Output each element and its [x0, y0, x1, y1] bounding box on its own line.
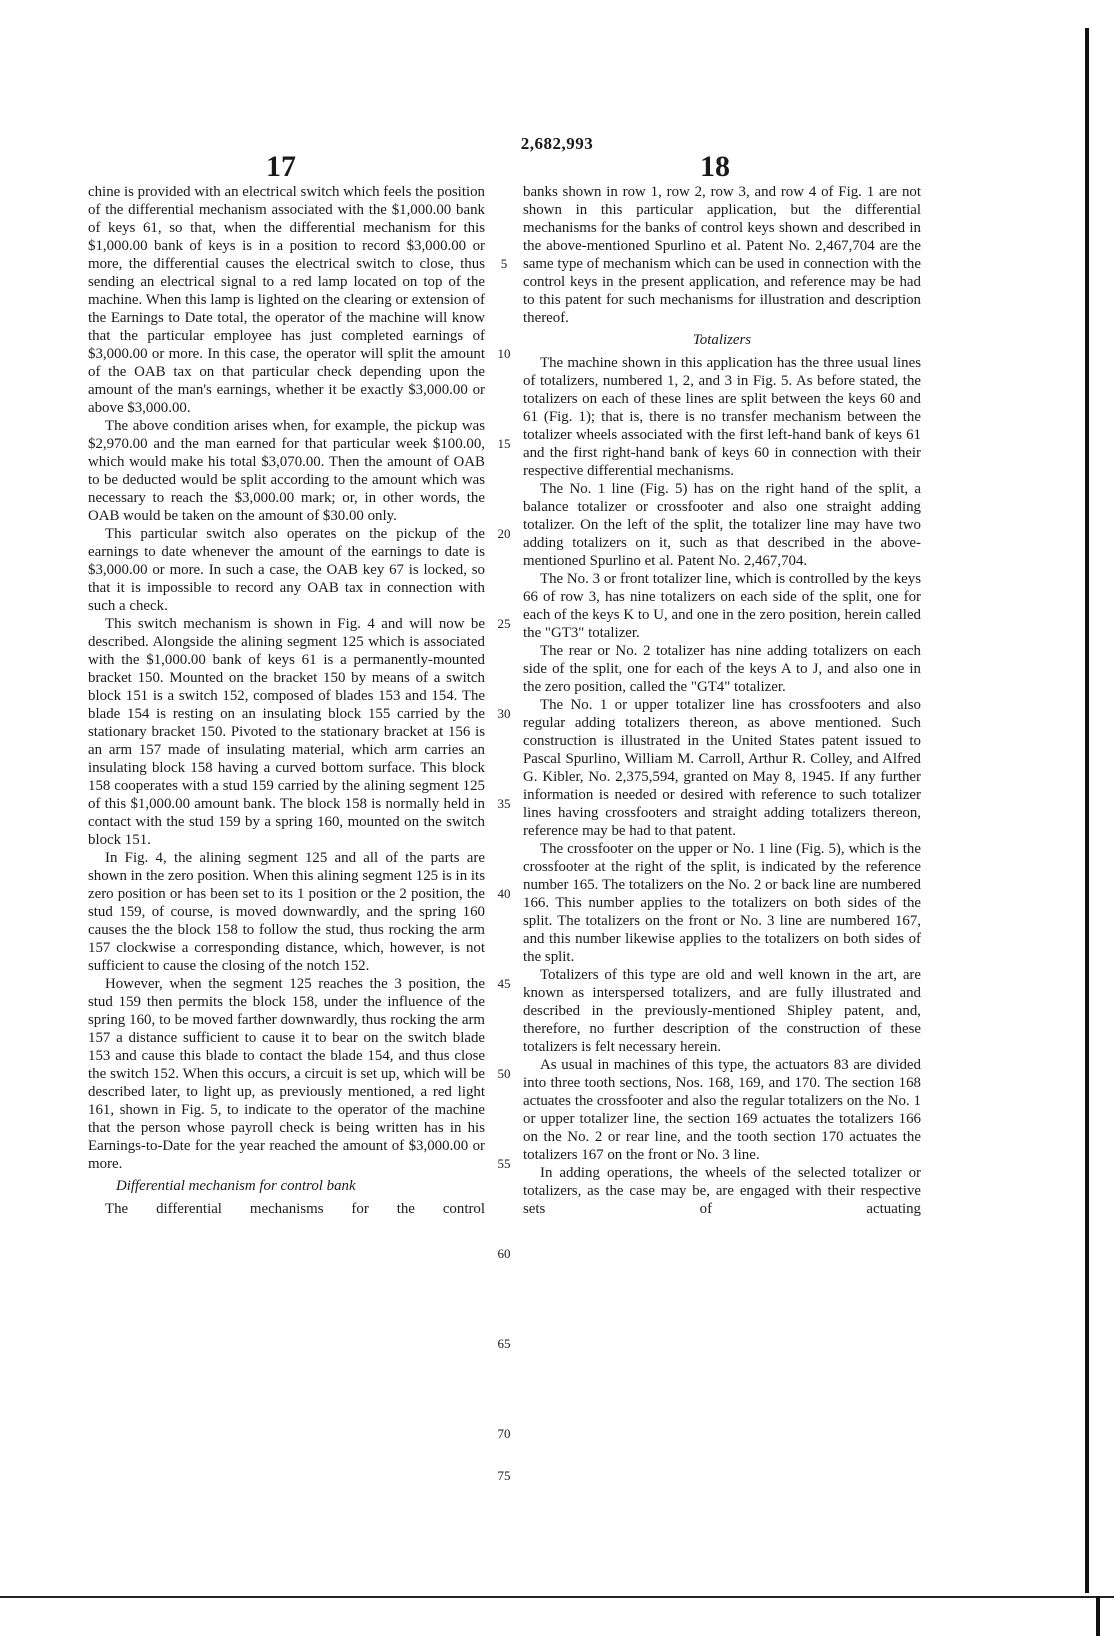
paragraph: However, when the segment 125 reaches the 3 position, the stud 159 then permits the block 158, under the influence of the spring 160, to be moved farther downwardly, thus rocking the arm 157 a distance sufficient to cause it to bear on the switch blade 153 and cause this blade to contact the blade 154, and thus close the switch 152. When this occurs, a circuit is set up, which will be described later, to light up, as previously mentioned, a red light 161, shown in Fig. 5, to indicate to the operator of the machine that the person whose payroll check is being written has in his Earnings-to-Date for the year reached the amount of $3,000.00 or more.	[88, 976, 485, 1172]
line-number: 20	[497, 526, 511, 541]
right-column-number: 18	[700, 150, 730, 183]
right-text-column	[523, 183, 921, 1218]
line-number: 65	[497, 1336, 511, 1351]
paragraph: The above condition arises when, for example, the pickup was $2,970.00 and the man earned for that particular week $100.00, which would make his total $3,070.00. Then the amount of OAB to be deducted would be split according to the amount which was necessary to reach the $3,000.00 mark; or, in other words, the OAB would be taken on the amount of $30.00 only.	[88, 418, 485, 524]
line-number: 55	[497, 1156, 511, 1171]
line-number: 25	[497, 616, 511, 631]
line-number: 70	[497, 1426, 511, 1441]
paragraph: banks shown in row 1, row 2, row 3, and row 4 of Fig. 1 are not shown in this particular application, but the differential mechanisms for the banks of control keys shown and described in the above-mentioned Spurlino et al. Patent No. 2,467,704 are the same type of mechanism which can be used in connection with the control keys in the present application, and reference may be had to this patent for such mechanisms for illustration and description thereof.	[523, 184, 921, 326]
paragraph: The differential mechanisms for the control	[105, 1201, 485, 1217]
paragraph: The No. 1 or upper totalizer line has crossfooters and also regular adding totalizers thereon, as above mentioned. Such construction is illustrated in the United States patent issued to Pascal Spurlino, William M. Carroll, Arthur R. Colley, and Alfred G. Kibler, No. 2,375,594, granted on May 8, 1945. If any further information is needed or desired with reference to such totalizer lines having crossfooters and straight adding totalizers thereon, reference may be had to that patent.	[523, 697, 921, 839]
line-number: 35	[497, 796, 511, 811]
left-column-number: 17	[266, 150, 296, 183]
paragraph: In Fig. 4, the alining segment 125 and all of the parts are shown in the zero position. When this alining segment 125 is in its zero position or has been set to its 1 position or the 2 position, the stud 159, of course, is moved downwardly, and the spring 160 causes the the block 158 to follow the stud, thus rocking the arm 157 clockwise a corresponding distance, which, however, is not sufficient to cause the closing of the notch 152.	[88, 850, 485, 974]
line-number: 50	[497, 1066, 511, 1081]
page-bottom-rule	[0, 1596, 1114, 1598]
paragraph: The No. 3 or front totalizer line, which is controlled by the keys 66 of row 3, has nine totalizers on each side of the split, one for each of the keys K to U, and one in the zero position, herein called the "GT3" totalizer.	[523, 571, 921, 641]
section-heading: Differential mechanism for control bank	[116, 1178, 356, 1194]
line-number: 5	[500, 256, 508, 271]
page-edge-rule	[1085, 28, 1089, 1593]
line-number: 75	[497, 1468, 511, 1483]
paragraph: As usual in machines of this type, the actuators 83 are divided into three tooth sections, Nos. 168, 169, and 170. The section 168 actuates the crossfooter and also the regular totalizers on the No. 1 or upper totalizer line, the section 169 actuates the totalizers 166 on the No. 2 or rear line, and the tooth section 170 actuates the totalizers 167 on the front or No. 3 line.	[523, 1057, 921, 1163]
line-number: 30	[497, 706, 511, 721]
line-number: 60	[497, 1246, 511, 1261]
paragraph: chine is provided with an electrical switch which feels the position of the differential mechanism associated with the $1,000.00 bank of keys 61, so that, when the differential mechanism for this $1,000.00 bank of keys is in a position to record $3,000.00 or more, the differential causes the electrical switch to close, thus sending an electrical signal to a red lamp located on top of the machine. When this lamp is lighted on the clearing or extension of the Earnings to Date total, the operator of the machine will know that the particular employee has just completed earnings of $3,000.00 or more. In this case, the operator will split the amount of the OAB tax on that particular check depending upon the amount of the man's earnings, whether it be exactly $3,000.00 or above $3,000.00.	[88, 184, 485, 416]
paragraph: The crossfooter on the upper or No. 1 line (Fig. 5), which is the crossfooter at the right of the split, is indicated by the reference number 165. The totalizers on the No. 2 or back line are numbered 166. This number applies to the totalizers on both sides of the split. The totalizers on the front or No. 3 line are numbered 167, and this number likewise applies to the totalizers on both sides of the split.	[523, 841, 921, 965]
paragraph: The rear or No. 2 totalizer has nine adding totalizers on each side of the split, one for each of the keys A to J, and also one in the zero position, called the "GT4" totalizer.	[523, 643, 921, 695]
left-text-column	[88, 183, 485, 1218]
paragraph: This particular switch also operates on the pickup of the earnings to date whenever the amount of the earnings to date is $3,000.00 or more. In such a case, the OAB key 67 is locked, so that it is impossible to record any OAB tax in connection with such a check.	[88, 526, 485, 614]
line-number-gutter	[490, 183, 518, 1483]
patent-number: 2,682,993	[520, 134, 594, 153]
section-heading: Totalizers	[692, 332, 752, 348]
page-corner-rule	[1096, 1596, 1100, 1636]
paragraph: The No. 1 line (Fig. 5) has on the right hand of the split, a balance totalizer or crossfooter and also one straight adding totalizer. On the left of the split, the totalizer line may have two adding totalizers on it, such as that described in the above-mentioned Spurlino et al. Patent No. 2,467,704.	[523, 481, 921, 569]
paragraph: Totalizers of this type are old and well known in the art, are known as interspersed totalizers, and are fully illustrated and described in the previously-mentioned Shipley patent, and, therefore, no further description of the construction of these totalizers is felt necessary herein.	[523, 967, 921, 1055]
paragraph: The machine shown in this application has the three usual lines of totalizers, numbered 1, 2, and 3 in Fig. 5. As before stated, the totalizers on each of these lines are split between the keys 60 and 61 (Fig. 1); that is, there is no transfer mechanism between the totalizer wheels associated with the first left-hand bank of keys 61 and the first right-hand bank of keys 60 in connection with their respective differential mechanisms.	[523, 355, 921, 479]
line-number: 15	[497, 436, 511, 451]
line-number: 40	[497, 886, 511, 901]
line-number: 45	[497, 976, 511, 991]
line-number: 10	[497, 346, 511, 361]
paragraph: This switch mechanism is shown in Fig. 4 and will now be described. Alongside the alining segment 125 which is associated with the $1,000.00 bank of keys 61 is a permanently-mounted bracket 150. Mounted on the bracket 150 by means of a switch block 151 is a switch 152, composed of blades 153 and 154. The blade 154 is resting on an insulating block 155 carried by the stationary bracket 150. Pivoted to the stationary bracket at 156 is an arm 157 made of insulating material, which arm carries an insulating block 158 having a curved bottom surface. This block 158 cooperates with a stud 159 carried by the alining segment 125 of this $1,000.00 amount bank. The block 158 is normally held in contact with the stud 159 by a spring 160, mounted on the switch block 151.	[88, 616, 485, 848]
paragraph: In adding operations, the wheels of the selected totalizer or totalizers, as the case may be, are engaged with their respective sets of actuating	[523, 1165, 921, 1217]
